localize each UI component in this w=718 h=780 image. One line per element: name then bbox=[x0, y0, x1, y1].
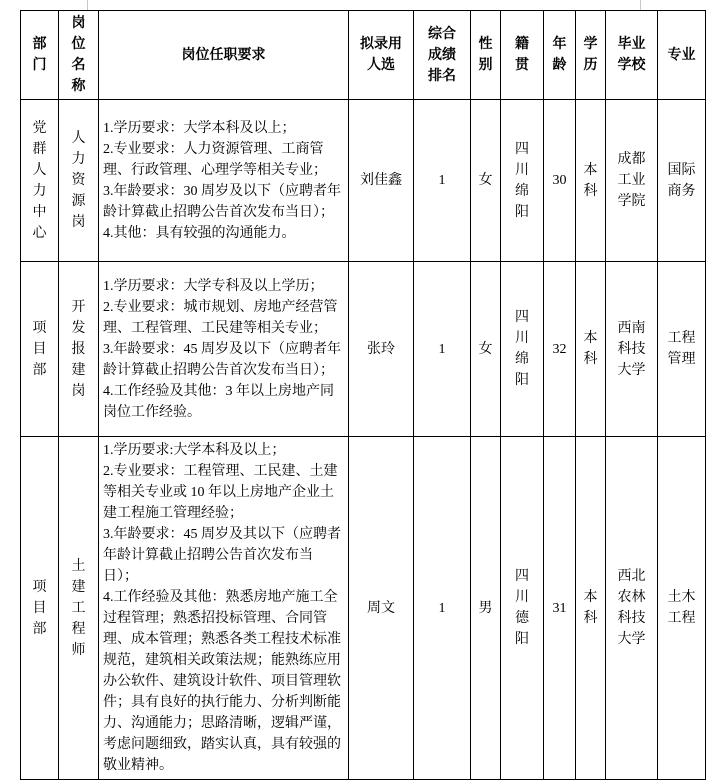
header-label-candidate: 拟录用人选 bbox=[359, 37, 402, 73]
cell-position bbox=[59, 437, 99, 780]
requirement-item: 2.专业要求：工程管理、工民建、土建等相关专业或 10 年以上房地产企业土建工程施工管理经验； bbox=[103, 464, 338, 521]
requirement-item: 2.专业要求：城市规划、房地产经营管理、工程管理、工民建等相关专业； bbox=[103, 299, 338, 336]
cell-major bbox=[658, 100, 706, 262]
cell-education bbox=[576, 437, 606, 780]
department-value: 项目部 bbox=[32, 320, 47, 378]
cell-requirements bbox=[99, 437, 349, 780]
header-cell-school bbox=[606, 11, 658, 100]
age-value: 31 bbox=[552, 600, 567, 616]
header-label-gender: 性别 bbox=[478, 37, 493, 73]
education-value: 本科 bbox=[583, 590, 598, 626]
header-cell-requirements bbox=[99, 11, 349, 100]
header-cell-candidate bbox=[349, 11, 414, 100]
cell-department bbox=[21, 437, 59, 780]
requirement-item: 1.学历要求:大学本科及以上； bbox=[103, 443, 286, 458]
school-value: 西北农林科技大学 bbox=[617, 569, 646, 647]
cell-department bbox=[21, 100, 59, 262]
hometown-value: 四川德阳 bbox=[514, 569, 529, 647]
cell-hometown bbox=[501, 437, 544, 780]
cell-school bbox=[606, 437, 658, 780]
cell-major bbox=[658, 262, 706, 437]
header-cell-department bbox=[21, 11, 59, 100]
requirement-item: 3.年龄要求：30 周岁及以下（应聘者年龄计算截止招聘公告首次发布当日）； bbox=[103, 183, 341, 220]
header-cell-education bbox=[576, 11, 606, 100]
candidate-name: 刘佳鑫 bbox=[360, 173, 402, 188]
requirement-item: 1.学历要求：大学专科及以上学历； bbox=[103, 278, 324, 294]
header-label-hometown: 籍贯 bbox=[514, 37, 529, 73]
table-row bbox=[21, 262, 706, 437]
hometown-value: 四川绵阳 bbox=[514, 141, 529, 220]
major-value: 工程管理 bbox=[667, 331, 696, 367]
cell-school bbox=[606, 100, 658, 262]
school-value: 西南科技大学 bbox=[617, 320, 646, 378]
table-row bbox=[21, 437, 706, 780]
department-value: 党群人力中心 bbox=[32, 120, 47, 241]
cell-position bbox=[59, 262, 99, 437]
cell-age bbox=[544, 262, 576, 437]
header-label-position: 岗位名称 bbox=[71, 16, 86, 94]
header-label-department: 部门 bbox=[32, 37, 47, 73]
candidate-name: 周文 bbox=[367, 600, 395, 616]
header-cell-major bbox=[658, 11, 706, 100]
cell-rank bbox=[414, 262, 471, 437]
requirement-item: 4.工作经验及其他：3 年以上房地产同岗位工作经验。 bbox=[103, 383, 334, 420]
table-row bbox=[21, 100, 706, 262]
header-cell-hometown bbox=[501, 11, 544, 100]
cell-candidate bbox=[349, 262, 414, 437]
cell-major bbox=[658, 437, 706, 780]
rank-value: 1 bbox=[438, 341, 446, 357]
cell-age bbox=[544, 100, 576, 262]
cell-education bbox=[576, 100, 606, 262]
header-label-age: 年龄 bbox=[552, 37, 567, 73]
cell-hometown bbox=[501, 100, 544, 262]
header-cell-position bbox=[59, 11, 99, 100]
header-label-requirements: 岗位任职要求 bbox=[181, 47, 266, 63]
age-value: 32 bbox=[552, 341, 567, 357]
requirement-item: 4.其他：具有较强的沟通能力。 bbox=[103, 225, 296, 241]
cell-school bbox=[606, 262, 658, 437]
cell-requirements bbox=[99, 100, 349, 262]
school-value: 成都工业学院 bbox=[617, 152, 646, 209]
gender-value: 男 bbox=[478, 600, 493, 616]
cell-gender bbox=[471, 437, 501, 780]
page-gridline-artifact bbox=[87, 0, 88, 10]
requirement-item: 4.工作经验及其他：熟悉房地产施工全过程管理；熟悉招投标管理、合同管理、成本管理；熟悉各类工程技术标准规范，建筑相关政策法规；能熟练应用办公软件、建筑设计软件、项目管理软件；具有良好的执行能力、分析判断能力、沟通能力；思路清晰，逻辑严谨，考虑问题细致，踏实认真，具有较强的敬业精神。 bbox=[103, 590, 341, 773]
position-value: 人力资源岗 bbox=[71, 131, 86, 230]
header-cell-age bbox=[544, 11, 576, 100]
cell-gender bbox=[471, 100, 501, 262]
rank-value: 1 bbox=[438, 173, 446, 188]
position-value: 土建工程师 bbox=[71, 558, 86, 658]
age-value: 30 bbox=[552, 173, 567, 188]
position-value: 开发报建岗 bbox=[71, 299, 86, 399]
header-label-school: 毕业学校 bbox=[617, 37, 646, 73]
rank-value: 1 bbox=[438, 600, 446, 616]
hometown-value: 四川绵阳 bbox=[514, 310, 529, 388]
cell-candidate bbox=[349, 437, 414, 780]
department-value: 项目部 bbox=[32, 579, 47, 637]
major-value: 土木工程 bbox=[667, 590, 696, 626]
education-value: 本科 bbox=[583, 162, 598, 199]
cell-hometown bbox=[501, 262, 544, 437]
header-label-rank: 综合成绩排名 bbox=[428, 26, 456, 84]
cell-age bbox=[544, 437, 576, 780]
page-gridline-artifact bbox=[640, 0, 641, 10]
header-label-major: 专业 bbox=[667, 47, 696, 63]
header-cell-rank bbox=[414, 11, 471, 100]
cell-rank bbox=[414, 100, 471, 262]
requirement-item: 3.年龄要求：45 周岁及以下（应聘者年龄计算截止招聘公告首次发布当日）； bbox=[103, 341, 341, 378]
requirement-item: 1.学历要求：大学本科及以上； bbox=[103, 120, 296, 136]
recruitment-table bbox=[20, 10, 706, 780]
gender-value: 女 bbox=[478, 341, 493, 357]
cell-candidate bbox=[349, 100, 414, 262]
requirement-item: 2.专业要求：人力资源管理、工商管理、行政管理、心理学等相关专业； bbox=[103, 141, 327, 178]
cell-gender bbox=[471, 262, 501, 437]
gender-value: 女 bbox=[478, 173, 493, 188]
cell-rank bbox=[414, 437, 471, 780]
candidate-name: 张玲 bbox=[367, 341, 395, 357]
header-cell-gender bbox=[471, 11, 501, 100]
cell-requirements bbox=[99, 262, 349, 437]
education-value: 本科 bbox=[583, 331, 598, 367]
cell-department bbox=[21, 262, 59, 437]
requirement-item: 3.年龄要求：45 周岁及其以下（应聘者年龄计算截止招聘公告首次发布当日）； bbox=[103, 527, 341, 584]
cell-position bbox=[59, 100, 99, 262]
cell-education bbox=[576, 262, 606, 437]
header-row bbox=[21, 11, 706, 100]
header-label-education: 学历 bbox=[583, 37, 598, 73]
major-value: 国际商务 bbox=[667, 162, 696, 199]
